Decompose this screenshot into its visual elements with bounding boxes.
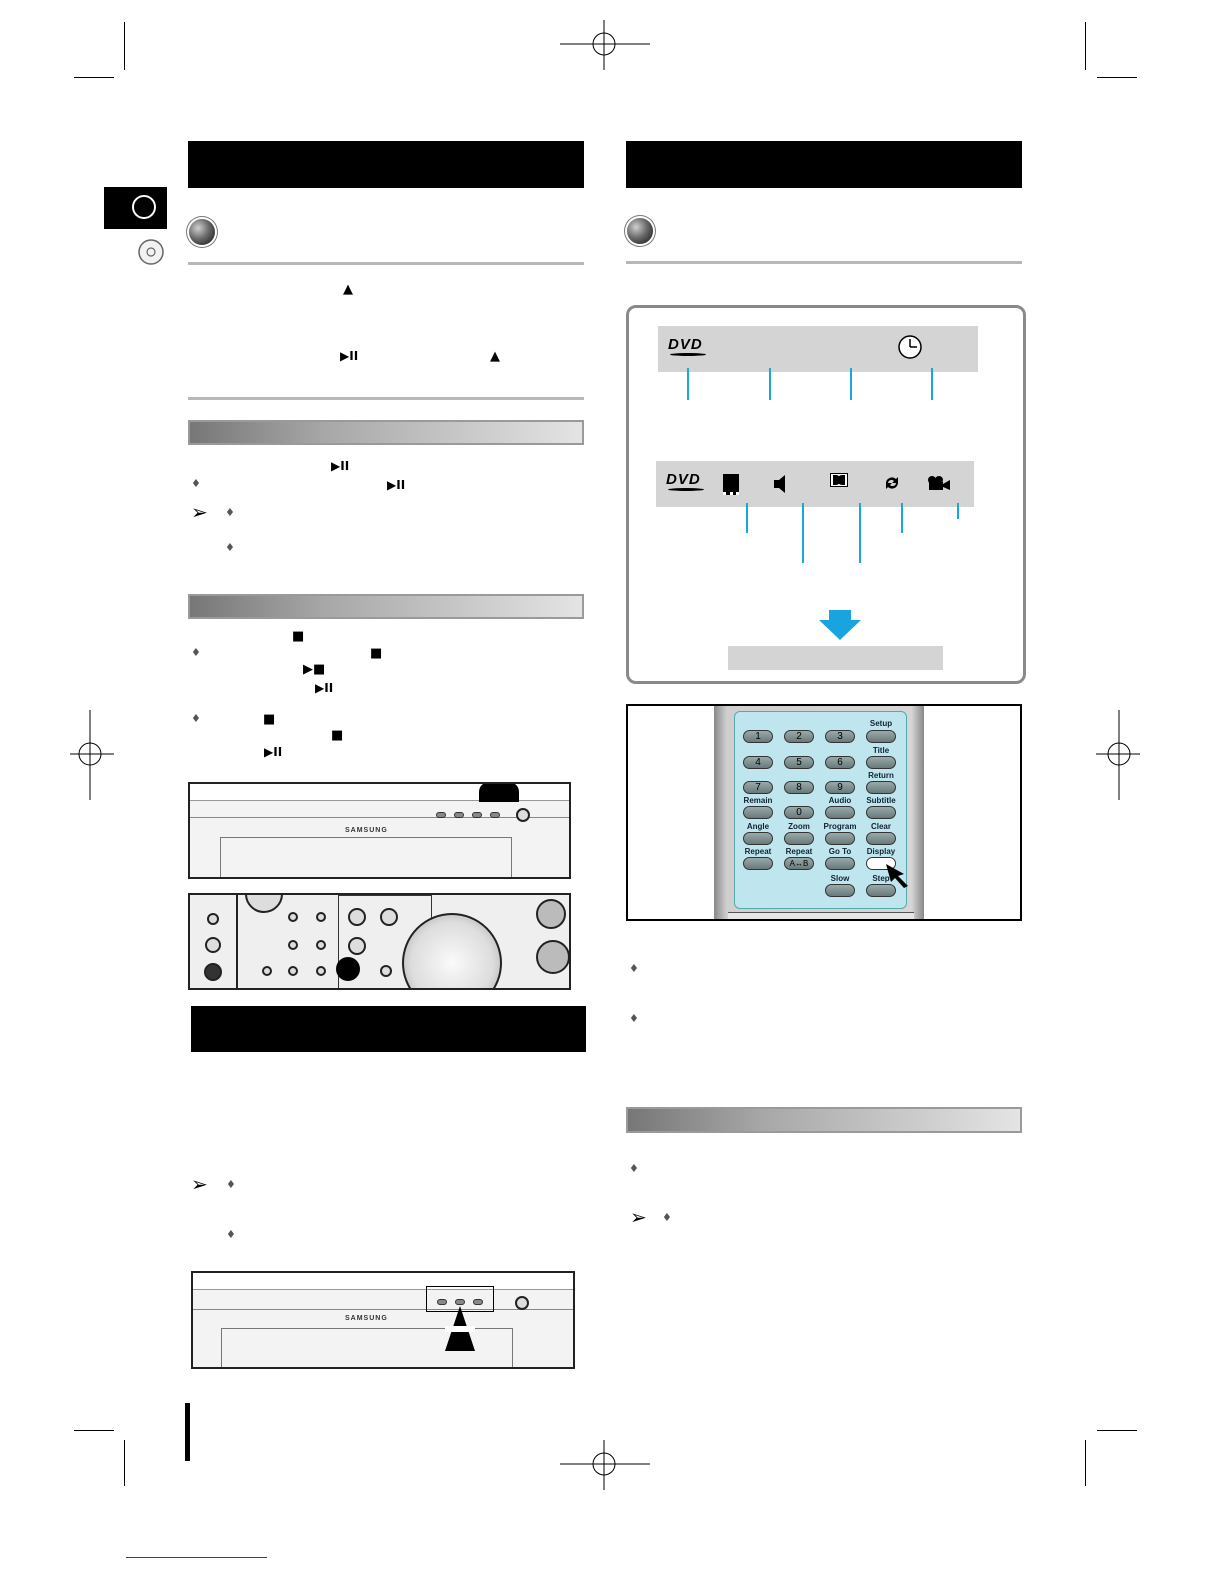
remain-key[interactable] [743, 806, 773, 819]
setup-key[interactable] [866, 730, 896, 743]
memory-button[interactable] [316, 912, 326, 922]
osd-pointer-line [802, 503, 804, 563]
note-arrow-icon: ➢ [630, 1205, 647, 1229]
note-arrow-icon: ➢ [191, 1172, 208, 1196]
key-3[interactable]: 3 [825, 730, 855, 743]
section-divider [626, 261, 1022, 264]
section-divider [188, 262, 584, 265]
key-label-display: Display [866, 847, 896, 856]
remote-illustration-frame [626, 704, 1022, 921]
osd-pointer-line [850, 368, 852, 400]
program-button[interactable] [288, 940, 298, 950]
subsection-header-bar [626, 1107, 1022, 1133]
mic-level-knob[interactable] [205, 937, 221, 953]
open-close-button[interactable] [515, 1296, 529, 1310]
section-divider [188, 397, 584, 400]
power-knob[interactable] [245, 893, 283, 913]
section-bullet-icon [627, 218, 653, 244]
timer-clock-button[interactable] [262, 966, 272, 976]
dvd-logo-underline [670, 353, 706, 356]
unit-top-strip [193, 1273, 573, 1290]
crop-mark [1085, 1440, 1086, 1486]
section-title-bar-left [188, 141, 584, 188]
play-pause-icon: ▶II [264, 745, 283, 759]
section-bullet-icon [189, 219, 215, 245]
crop-mark [124, 22, 125, 70]
unit-disc-buttons-illustration [191, 1271, 575, 1369]
crop-mark [124, 1440, 125, 1486]
repeat-key[interactable] [743, 857, 773, 870]
crop-mark [74, 1430, 114, 1431]
open-close-button[interactable] [516, 808, 530, 822]
unit-brand: SAMSUNG [345, 827, 388, 834]
key-5[interactable]: 5 [784, 756, 814, 769]
play-pause-icon: ▶II [387, 478, 406, 492]
repeat-icon [882, 473, 902, 493]
return-key[interactable] [866, 781, 896, 794]
key-label-return: Return [868, 771, 894, 780]
bullet-icon: ♦ [629, 1162, 639, 1175]
dolby-icon [830, 473, 848, 487]
phones-jack [207, 913, 219, 925]
osd-pointer-line [931, 368, 933, 400]
press-pointer-icon [886, 864, 912, 888]
disc-2-button[interactable] [454, 812, 464, 818]
play-pause-icon: ▶II [315, 681, 334, 695]
key-label-slow: Slow [830, 874, 850, 883]
tuner-band-button[interactable] [348, 908, 366, 926]
key-label-goto: Go To [828, 847, 852, 856]
osd-pointer-line [687, 368, 689, 400]
unit-brand: SAMSUNG [345, 1315, 388, 1322]
language-tab [104, 187, 167, 229]
disc-1-button[interactable] [436, 812, 446, 818]
disc-icon [137, 238, 165, 266]
eject-icon: ▲ [490, 349, 500, 364]
osd-display-frame [626, 305, 1026, 684]
osd-bar-1 [658, 326, 978, 372]
disc-3-button[interactable] [472, 812, 482, 818]
osd-pointer-line [746, 503, 748, 533]
subsection-header-bar [188, 594, 584, 619]
stop-icon: ■ [331, 728, 344, 743]
speaker-icon [774, 474, 786, 494]
title-key[interactable] [866, 756, 896, 769]
clear-key[interactable] [866, 832, 896, 845]
subsection-header-bar [188, 420, 584, 445]
bullet-icon: ♦ [226, 1228, 236, 1241]
key-label-subtitle: Subtitle [866, 796, 896, 805]
unit-tray [220, 837, 512, 879]
disc-3-button[interactable] [473, 1299, 483, 1305]
slow-key[interactable] [825, 884, 855, 897]
disc-1-button[interactable] [437, 1299, 447, 1305]
bullet-icon: ♦ [629, 1012, 639, 1025]
footer-underline [126, 1557, 267, 1558]
osd-bar-off [728, 646, 943, 670]
bullet-icon: ♦ [191, 646, 201, 659]
unit-panel-line [193, 1309, 573, 1310]
volume-knob[interactable] [536, 899, 566, 929]
osd-pointer-line [901, 503, 903, 533]
bullet-icon: ♦ [191, 712, 201, 725]
speaker-knob [536, 940, 570, 974]
key-label-remain: Remain [743, 796, 773, 805]
key-4[interactable]: 4 [743, 756, 773, 769]
key-6[interactable]: 6 [825, 756, 855, 769]
section-title-bar-left-2 [191, 1006, 586, 1052]
subtitle-key[interactable] [866, 806, 896, 819]
eject-icon: ▲ [343, 282, 353, 297]
control-panel-illustration [188, 893, 571, 990]
key-label-clear: Clear [870, 822, 891, 831]
dvd-logo: DVD [668, 336, 703, 353]
camera-angle-icon [926, 475, 950, 491]
osd-pointer-line [859, 503, 861, 563]
registration-mark-right [1096, 710, 1140, 800]
play-stop-icon: ▶■ [303, 662, 326, 677]
dvd-logo-underline [668, 488, 704, 491]
key-label-program: Program [823, 822, 857, 831]
disc-skip-button[interactable] [316, 966, 326, 976]
crop-mark [1097, 1430, 1137, 1431]
osd-bar-2 [656, 461, 974, 507]
registration-mark-top [560, 20, 650, 70]
registration-mark-left [70, 710, 114, 800]
step-marker [336, 957, 360, 981]
tuning-mode-button[interactable] [288, 966, 298, 976]
unit-front-illustration [188, 782, 571, 879]
registration-mark-bottom [560, 1440, 650, 1490]
crop-mark [1097, 77, 1137, 78]
step-marker [479, 782, 519, 802]
program-key[interactable] [825, 832, 855, 845]
goto-key[interactable] [825, 857, 855, 870]
stop-icon: ■ [370, 646, 383, 661]
bullet-icon: ♦ [629, 962, 639, 975]
clock-icon [897, 334, 923, 360]
press-arrow-icon [445, 1306, 475, 1351]
key-label-angle: Angle [746, 822, 770, 831]
key-label-zoom: Zoom [788, 822, 810, 831]
down-arrow-icon [819, 610, 861, 640]
demo-dimmer-button[interactable] [380, 965, 392, 977]
cd-repeat-button[interactable] [316, 940, 326, 950]
key-2[interactable]: 2 [784, 730, 814, 743]
repeat-ab-key[interactable]: A↔B [784, 857, 814, 870]
bullet-icon: ♦ [662, 1211, 672, 1224]
angle-key[interactable] [743, 832, 773, 845]
key-7[interactable]: 7 [743, 781, 773, 794]
mic-jack [204, 963, 222, 981]
stop-icon: ■ [263, 712, 276, 727]
osd-pointer-line [957, 503, 959, 519]
crop-mark [1085, 22, 1086, 70]
play-pause-icon: ▶II [340, 349, 359, 363]
dvd-logo: DVD [666, 471, 701, 488]
mono-st-button[interactable] [288, 912, 298, 922]
key-1[interactable]: 1 [743, 730, 773, 743]
zoom-key[interactable] [784, 832, 814, 845]
disc-change-button[interactable] [490, 812, 500, 818]
key-0[interactable]: 0 [784, 806, 814, 819]
key-8[interactable]: 8 [784, 781, 814, 794]
bullet-icon: ♦ [226, 1178, 236, 1191]
note-arrow-icon: ➢ [191, 500, 208, 524]
key-label-audio: Audio [828, 796, 852, 805]
osd-pointer-line [769, 368, 771, 400]
stop-icon: ■ [292, 629, 305, 644]
key-label-step: Step [872, 874, 890, 883]
key-9[interactable]: 9 [825, 781, 855, 794]
disc-2-button[interactable] [455, 1299, 465, 1305]
unit-panel-line [190, 817, 569, 818]
language-tab-circle [132, 195, 156, 219]
key-label-repeat: Repeat [744, 847, 772, 856]
subtitle-icon [723, 474, 739, 495]
section-title-bar-right [626, 141, 1022, 188]
key-label-setup: Setup [869, 719, 893, 728]
key-label-title: Title [872, 746, 890, 755]
crop-mark [74, 77, 114, 78]
bullet-icon: ♦ [191, 477, 201, 490]
audio-key[interactable] [825, 806, 855, 819]
play-pause-icon: ▶II [331, 459, 350, 473]
dvd-cd-button[interactable] [348, 937, 366, 955]
bullet-icon: ♦ [225, 541, 235, 554]
bullet-icon: ♦ [225, 506, 235, 519]
remote-bottom-strip [728, 912, 914, 921]
key-label-repeat-ab: Repeat [785, 847, 813, 856]
aux-button[interactable] [380, 908, 398, 926]
page-number-bar [185, 1403, 190, 1461]
